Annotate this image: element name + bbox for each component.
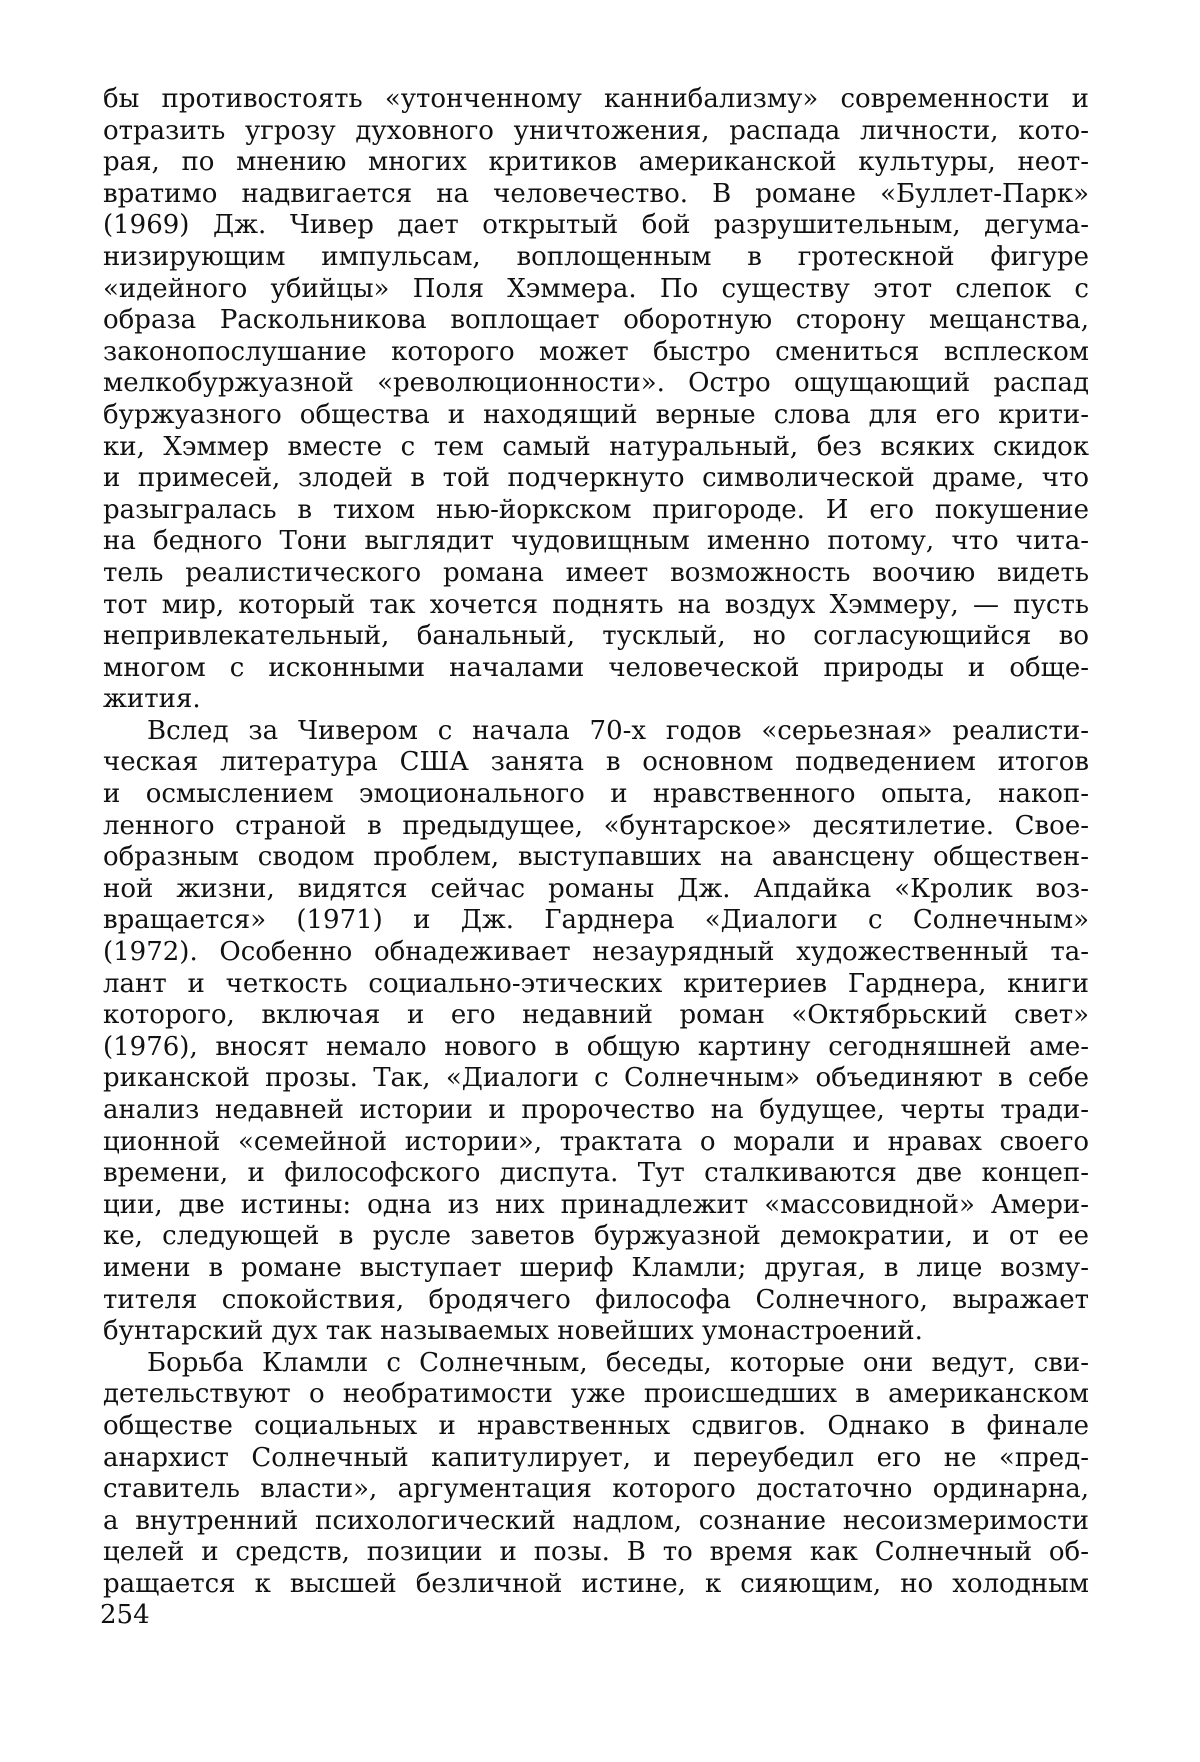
text-line: жития. [103, 684, 201, 715]
text-line: ке, следующей в русле заветов буржуазной демократии, и от ее [103, 1221, 1089, 1252]
text-line: ращается к высшей безличной истине, к сияющим, но холодным [103, 1568, 1089, 1599]
text-line: бы противостоять «утонченному каннибализму» современности и [103, 84, 1089, 114]
text-line: анархист Солнечный капитулирует, и переубедил его не «пред- [103, 1442, 1089, 1473]
text-line: а внутренний психологический надлом, сознание несоизмеримости [103, 1505, 1089, 1536]
text-line: буржуазного общества и находящий верные слова для его крити- [103, 399, 1089, 430]
text-line: ставитель власти», аргументация которого достаточно ординарна, [103, 1474, 1089, 1505]
text-line: многом с исконными началами человеческой природы и обще- [103, 652, 1089, 683]
text-line: разыгралась в тихом нью-йоркском пригороде. И его покушение [103, 494, 1089, 525]
text-line: низирующим импульсам, воплощенным в гротескной фигуре [103, 241, 1089, 272]
body-text [103, 84, 1089, 1601]
text-line: отразить угрозу духовного уничтожения, распада личности, кото- [103, 115, 1089, 146]
text-line: на бедного Тони выглядит чудовищным именно потому, что чита- [103, 526, 1089, 557]
paragraph [103, 716, 1089, 1348]
text-line: тителя спокойствия, бродячего философа Солнечного, выражает [103, 1284, 1089, 1315]
text-line: ции, две истины: одна из них принадлежит «массовидной» Амери- [103, 1189, 1089, 1220]
text-line: лант и четкость социально-этических критериев Гарднера, книги [103, 968, 1089, 999]
text-line: которого, включая и его недавний роман «Октябрьский свет» [103, 1000, 1089, 1031]
text-line: тель реалистического романа имеет возможность воочию видеть [103, 557, 1089, 588]
text-line: и осмыслением эмоционального и нравственного опыта, накоп- [103, 779, 1089, 810]
text-line: тот мир, который так хочется поднять на воздух Хэммеру, — пусть [103, 589, 1089, 620]
text-line: имени в романе выступает шериф Кламли; другая, в лице возму- [103, 1252, 1089, 1283]
paragraph [103, 1348, 1089, 1601]
text-line: риканской прозы. Так, «Диалоги с Солнечным» объединяют в себе [103, 1063, 1089, 1094]
text-line: рая, по мнению многих критиков американской культуры, неот- [103, 147, 1089, 178]
text-line: времени, и философского диспута. Тут сталкиваются две концеп- [103, 1158, 1089, 1189]
text-line: образа Раскольникова воплощает оборотную сторону мещанства, [103, 305, 1089, 336]
text-line: вратимо надвигается на человечество. В романе «Буллет-Парк» [103, 178, 1089, 209]
text-line: Вслед за Чивером с начала 70-х годов «серьезная» реалисти- [147, 715, 1089, 746]
text-line: (1976), вносят немало нового в общую картину сегодняшней аме- [103, 1031, 1089, 1062]
text-line: ческая литература США занята в основном подведением итогов [103, 747, 1089, 778]
text-line: обществе социальных и нравственных сдвигов. Однако в финале [103, 1410, 1089, 1441]
text-line: целей и средств, позиции и позы. В то время как Солнечный об- [103, 1537, 1089, 1568]
text-line: мелкобуржуазной «революционности». Остро ощущающий распад [103, 368, 1089, 399]
text-line: (1972). Особенно обнадеживает незаурядный художественный та- [103, 937, 1089, 968]
text-line: ки, Хэммер вместе с тем самый натуральный, без всяких скидок [103, 431, 1089, 462]
text-line: ционной «семейной истории», трактата о морали и нравах своего [103, 1126, 1089, 1157]
text-line: вращается» (1971) и Дж. Гарднера «Диалоги с Солнечным» [103, 905, 1089, 936]
text-line: Борьба Кламли с Солнечным, беседы, которые они ведут, сви- [147, 1347, 1089, 1378]
text-line: и примесей, злодей в той подчеркнуто символической драме, что [103, 463, 1089, 494]
text-line: (1969) Дж. Чивер дает открытый бой разрушительным, дегума- [103, 210, 1089, 241]
page-number: 254 [100, 1600, 150, 1630]
text-line: детельствуют о необратимости уже происшедших в американском [103, 1379, 1089, 1410]
text-line: законопослушание которого может быстро смениться всплеском [103, 336, 1089, 367]
paragraph [103, 84, 1089, 716]
text-line: образным сводом проблем, выступавших на авансцену обществен- [103, 842, 1089, 873]
text-line: «идейного убийцы» Поля Хэммера. По существу этот слепок с [103, 273, 1089, 304]
text-line: ной жизни, видятся сейчас романы Дж. Апдайка «Кролик воз- [103, 873, 1089, 904]
text-line: непривлекательный, банальный, тусклый, но согласующийся во [103, 621, 1089, 652]
text-line: анализ недавней истории и пророчество на будущее, черты тради- [103, 1095, 1089, 1125]
text-line: бунтарский дух так называемых новейших умонастроений. [103, 1316, 923, 1347]
text-line: ленного страной в предыдущее, «бунтарское» десятилетие. Свое- [103, 810, 1089, 841]
